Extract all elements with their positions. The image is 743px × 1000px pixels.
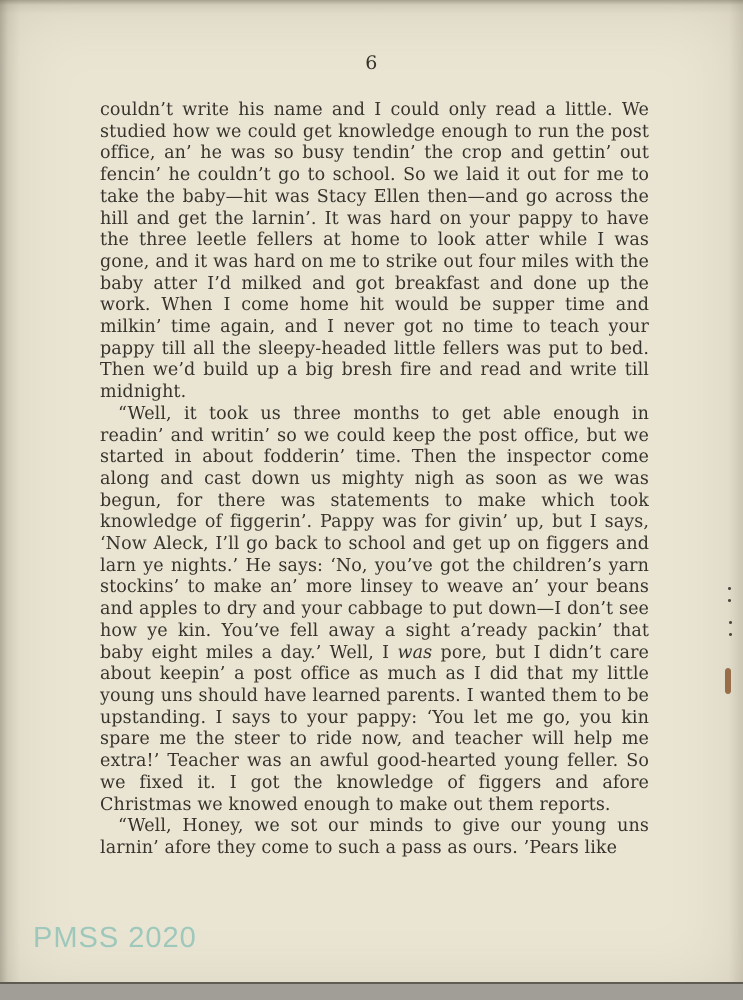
edge-fiber-mark [725, 668, 731, 694]
body-text: pore, but I didn’t care about keepin’ a post office as much as I did that my little young uns should have learned parents. I wanted them to be upstanding. I says to your pappy: ‘You let me go, you kin spare me the steer to ride now, and teacher will help me extra!’ Teacher was an awful good-hearted young feller. So we fixed it. I got the knowledge of figgers and afore Christmas we knowed enough to make out them reports. [100, 642, 649, 815]
paragraph [100, 404, 649, 816]
edge-speck [728, 587, 731, 590]
watermark: PMSS 2020 [33, 922, 197, 954]
paragraph [100, 816, 649, 859]
italic-text: was [397, 642, 433, 663]
body-text: “Well, it took us three months to get able enough in readin’ and writin’ so we could keep the post office, but we started in about fodderin’ time. Then the inspector come along and cast down us mighty nigh as soon as we was begun, for there was statements to make which took knowledge of figgerin’. Pappy was for givin’ up, but I says, ‘Now Aleck, I’ll go back to school and get up on figgers and larn ye nights.’ He says: ‘No, you’ve got the children’s yarn stockins’ to make an’ more linsey to weave an’ your beans and apples to dry and your cabbage to put down—I don’t see how ye kin. You’ve fell away a sight a’ready packin’ that baby eight miles a day.’ Well, I [100, 403, 649, 663]
edge-speck [729, 621, 732, 624]
page-number: 6 [365, 52, 378, 74]
body-text: couldn’t write his name and I could only read a little. We studied how we could get knowledge enough to run the post office, an’ he was so busy tendin’ the crop and gettin’ out fencin’ he couldn’t go to school. So we laid it out for me to take the baby—hit was Stacy Ellen then—and go across the hill and get the larnin’. It was hard on your pappy to have the three leetle fellers at home to look atter while I was gone, and it was hard on me to strike out four miles with the baby atter I’d milked and got breakfast and done up the work. When I come home hit would be supper time and milkin’ time again, and I never got no time to teach your pappy till all the sleepy-headed little fellers was put to bed. Then we’d build up a big bresh fire and read and write till midnight. [100, 100, 649, 403]
edge-speck [729, 633, 732, 636]
text-block [100, 100, 649, 860]
paragraph [100, 100, 649, 404]
scanner-background-edge [0, 982, 743, 1000]
edge-speck [728, 599, 731, 602]
body-text: “Well, Honey, we sot our minds to give our young uns larnin’ afore they come to such a pass as ours. ’Pears like [100, 816, 649, 858]
